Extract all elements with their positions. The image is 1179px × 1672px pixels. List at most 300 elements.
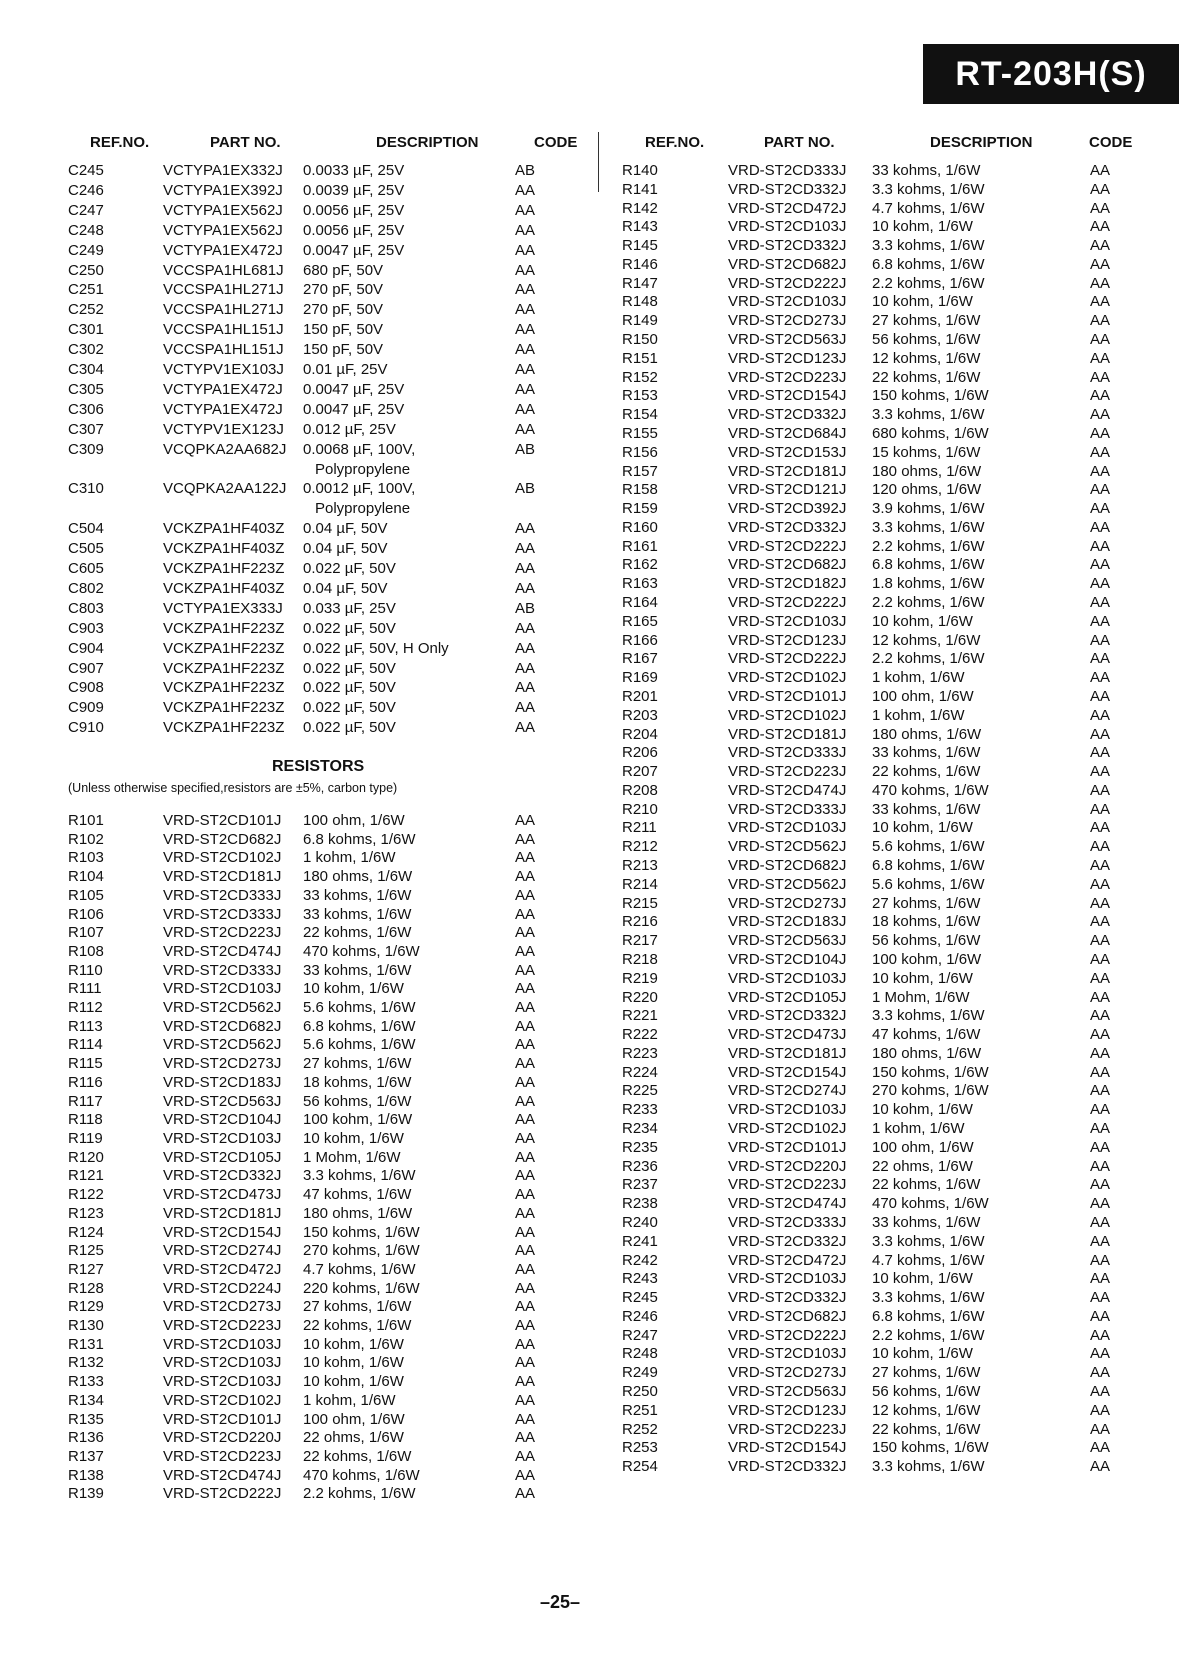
part-no: VRD-ST2CD103J <box>728 1345 847 1363</box>
part-no: VCTYPA1EX562J <box>163 221 283 239</box>
description: 470 kohms, 1/6W <box>303 1466 420 1484</box>
description: 100 kohm, 1/6W <box>872 950 982 968</box>
part-no: VRD-ST2CD332J <box>728 1007 847 1025</box>
description: 180 ohms, 1/6W <box>303 1204 413 1222</box>
part-no: VRD-ST2CD223J <box>728 368 847 386</box>
description: 18 kohms, 1/6W <box>872 913 981 931</box>
part-no: VRD-ST2CD474J <box>728 1195 847 1213</box>
ref-no: R133 <box>68 1373 104 1391</box>
ref-no: R213 <box>622 857 658 875</box>
description: 56 kohms, 1/6W <box>872 331 981 349</box>
ref-no: R235 <box>622 1138 658 1156</box>
description: 56 kohms, 1/6W <box>872 1383 981 1401</box>
ref-no: R159 <box>622 500 658 518</box>
ref-no: C910 <box>68 719 104 737</box>
description: 5.6 kohms, 1/6W <box>303 999 416 1017</box>
description: 0.0047 µF, 25V <box>303 241 405 259</box>
code: AA <box>1090 180 1111 198</box>
description: 10 kohm, 1/6W <box>303 1373 404 1391</box>
code: AA <box>515 181 536 199</box>
description: 18 kohms, 1/6W <box>303 1073 412 1091</box>
description: 6.8 kohms, 1/6W <box>303 1017 416 1035</box>
ref-no: R134 <box>68 1391 104 1409</box>
ref-no: C248 <box>68 221 104 239</box>
ref-no: R215 <box>622 894 658 912</box>
code: AA <box>1090 462 1111 480</box>
code: AA <box>1090 1044 1111 1062</box>
ref-no: R214 <box>622 875 658 893</box>
code: AA <box>515 301 536 319</box>
description: 3.3 kohms, 1/6W <box>872 1458 985 1476</box>
description: 10 kohm, 1/6W <box>303 1354 404 1372</box>
description: 180 ohms, 1/6W <box>872 725 982 743</box>
description: 220 kohms, 1/6W <box>303 1279 420 1297</box>
part-no: VCQPKA2AA682J <box>163 440 287 458</box>
part-no: VRD-ST2CD123J <box>728 1401 847 1419</box>
part-no: VCCSPA1HL681J <box>163 261 284 279</box>
code: AA <box>515 520 536 538</box>
part-no: VCTYPA1EX472J <box>163 400 283 418</box>
ref-no: R130 <box>68 1317 104 1335</box>
part-no: VRD-ST2CD222J <box>728 594 847 612</box>
code: AA <box>1090 1307 1111 1325</box>
ref-no: R161 <box>622 537 658 555</box>
part-no: VRD-ST2CD154J <box>728 387 847 405</box>
ref-no: C307 <box>68 420 104 438</box>
ref-no: R104 <box>68 868 104 886</box>
part-no: VRD-ST2CD103J <box>163 1373 282 1391</box>
ref-no: C246 <box>68 181 104 199</box>
part-no: VRD-ST2CD682J <box>728 556 847 574</box>
part-no: VCTYPA1EX392J <box>163 181 283 199</box>
ref-no: R218 <box>622 950 658 968</box>
code: AA <box>515 886 536 904</box>
ref-no: R167 <box>622 650 658 668</box>
part-no: VRD-ST2CD222J <box>728 650 847 668</box>
ref-no: R140 <box>622 162 658 179</box>
description: 0.022 µF, 50V <box>303 659 396 677</box>
description-continued: Polypropylene <box>315 460 411 478</box>
code: AA <box>1090 218 1111 236</box>
description: 0.012 µF, 25V <box>303 420 396 438</box>
description: 1 kohm, 1/6W <box>303 1391 396 1409</box>
part-no: VRD-ST2CD333J <box>728 744 847 762</box>
description: 0.0012 µF, 100V, <box>303 480 416 498</box>
description: 270 kohms, 1/6W <box>303 1242 420 1260</box>
description: 12 kohms, 1/6W <box>872 1401 981 1419</box>
page-number: –25– <box>540 1592 581 1612</box>
part-no: VRD-ST2CD104J <box>163 1111 282 1129</box>
part-no: VRD-ST2CD332J <box>163 1167 282 1185</box>
code: AA <box>1090 312 1111 330</box>
part-no: VCTYPA1EX332J <box>163 162 283 179</box>
code: AA <box>1090 744 1111 762</box>
ref-no: C505 <box>68 540 104 558</box>
ref-no: R152 <box>622 368 658 386</box>
part-no: VCTYPA1EX472J <box>163 380 283 398</box>
code: AA <box>1090 537 1111 555</box>
part-no: VCCSPA1HL151J <box>163 321 284 339</box>
ref-no: R110 <box>68 961 103 979</box>
ref-no: R207 <box>622 763 658 781</box>
code: AB <box>515 480 536 498</box>
code: AA <box>1090 1345 1111 1363</box>
part-no: VRD-ST2CD103J <box>728 218 847 236</box>
description: 0.022 µF, 50V <box>303 560 396 577</box>
description: 1 Mohm, 1/6W <box>303 1148 401 1166</box>
code: AA <box>515 1448 536 1465</box>
code: AA <box>515 579 536 597</box>
part-no: VCKZPA1HF403Z <box>163 520 285 538</box>
description: 0.022 µF, 50V <box>303 719 396 737</box>
part-no: VRD-ST2CD220J <box>728 1157 847 1175</box>
part-no: VRD-ST2CD102J <box>163 849 282 867</box>
code: AA <box>1090 1383 1111 1401</box>
description: 680 kohms, 1/6W <box>872 424 989 442</box>
description: 47 kohms, 1/6W <box>872 1026 981 1044</box>
ref-no: R155 <box>622 424 658 442</box>
part-no: VRD-ST2CD153J <box>728 443 847 461</box>
code: AA <box>1090 387 1111 405</box>
ref-no: R241 <box>622 1232 658 1250</box>
ref-no: C251 <box>68 281 104 299</box>
description: 47 kohms, 1/6W <box>303 1186 412 1204</box>
description: 180 ohms, 1/6W <box>872 462 982 480</box>
code: AA <box>1090 800 1111 818</box>
description: 27 kohms, 1/6W <box>303 1298 412 1316</box>
ref-no: R206 <box>622 744 658 762</box>
ref-no: C907 <box>68 659 104 677</box>
part-no: VRD-ST2CD220J <box>163 1429 282 1447</box>
code: AA <box>1090 631 1111 649</box>
code: AA <box>1090 950 1111 968</box>
description: 150 kohms, 1/6W <box>872 1063 989 1081</box>
description: 4.7 kohms, 1/6W <box>303 1260 416 1278</box>
ref-no: R132 <box>68 1354 104 1372</box>
part-no: VRD-ST2CD223J <box>163 1317 282 1335</box>
description: 3.3 kohms, 1/6W <box>872 1289 985 1307</box>
ref-no: C304 <box>68 361 104 378</box>
ref-no: R224 <box>622 1063 658 1081</box>
description: 2.2 kohms, 1/6W <box>872 594 985 612</box>
ref-no: R148 <box>622 293 658 311</box>
ref-no: R108 <box>68 942 104 960</box>
part-no: VRD-ST2CD473J <box>728 1026 847 1044</box>
code: AA <box>515 961 536 979</box>
code: AA <box>1090 669 1111 687</box>
description: 10 kohm, 1/6W <box>872 819 973 837</box>
code: AA <box>515 540 536 558</box>
code: AA <box>515 924 536 942</box>
ref-no: R237 <box>622 1176 658 1194</box>
code: AA <box>1090 237 1111 255</box>
ref-no: R136 <box>68 1429 104 1447</box>
part-no: VRD-ST2CD332J <box>728 1289 847 1307</box>
part-no: VRD-ST2CD123J <box>728 631 847 649</box>
description: 1 kohm, 1/6W <box>872 706 965 724</box>
code: AA <box>515 1092 536 1110</box>
code: AA <box>1090 293 1111 311</box>
code: AA <box>1090 1251 1111 1269</box>
code: AA <box>1090 857 1111 875</box>
ref-no: R139 <box>68 1485 104 1503</box>
header-part-right: PART NO. <box>764 134 835 151</box>
description: 0.0056 µF, 25V <box>303 221 405 239</box>
ref-no: R142 <box>622 199 658 217</box>
part-no: VRD-ST2CD682J <box>163 1017 282 1035</box>
code: AA <box>515 380 536 398</box>
ref-no: R250 <box>622 1383 658 1401</box>
ref-no: R222 <box>622 1026 658 1044</box>
ref-no: R116 <box>68 1073 103 1091</box>
description: 120 ohms, 1/6W <box>872 481 982 499</box>
part-no: VRD-ST2CD104J <box>728 950 847 968</box>
ref-no: C302 <box>68 341 104 359</box>
description: 3.3 kohms, 1/6W <box>872 237 985 255</box>
part-no: VRD-ST2CD273J <box>728 894 847 912</box>
ref-no: R246 <box>622 1307 658 1325</box>
description: 0.0047 µF, 25V <box>303 380 405 398</box>
code: AA <box>515 639 536 657</box>
part-no: VCKZPA1HF223Z <box>163 679 285 697</box>
part-no: VRD-ST2CD563J <box>728 1383 847 1401</box>
description: 100 kohm, 1/6W <box>303 1111 413 1129</box>
code: AA <box>515 1186 536 1204</box>
ref-no: R105 <box>68 886 104 904</box>
code: AA <box>515 1167 536 1185</box>
code: AA <box>1090 1289 1111 1307</box>
ref-no: R251 <box>622 1401 658 1419</box>
description: 1 kohm, 1/6W <box>872 669 965 687</box>
ref-no: R113 <box>68 1017 103 1035</box>
ref-no: R154 <box>622 406 658 424</box>
code: AA <box>1090 706 1111 724</box>
ref-no: C249 <box>68 241 104 259</box>
part-no: VRD-ST2CD392J <box>728 500 847 518</box>
code: AA <box>1090 781 1111 799</box>
ref-no: R112 <box>68 999 103 1017</box>
description: 56 kohms, 1/6W <box>872 932 981 950</box>
code: AA <box>515 719 536 737</box>
description: 2.2 kohms, 1/6W <box>872 537 985 555</box>
part-no: VCQPKA2AA122J <box>163 480 287 498</box>
code: AA <box>515 1485 536 1503</box>
part-no: VRD-ST2CD101J <box>163 812 282 829</box>
code: AA <box>1090 1420 1111 1438</box>
part-no: VCTYPA1EX333J <box>163 599 283 617</box>
part-no: VRD-ST2CD103J <box>728 969 847 987</box>
ref-no: R157 <box>622 462 658 480</box>
ref-no: C247 <box>68 201 104 219</box>
part-no: VRD-ST2CD154J <box>163 1223 282 1241</box>
header-desc-right: DESCRIPTION <box>930 134 1033 151</box>
ref-no: R153 <box>622 387 658 405</box>
code: AA <box>515 699 536 717</box>
description: 3.3 kohms, 1/6W <box>872 1232 985 1250</box>
description: 33 kohms, 1/6W <box>872 744 981 762</box>
description: 33 kohms, 1/6W <box>872 162 981 179</box>
code: AA <box>515 1429 536 1447</box>
description: 0.033 µF, 25V <box>303 599 396 617</box>
part-no: VRD-ST2CD273J <box>163 1298 282 1316</box>
part-no: VRD-ST2CD181J <box>163 868 282 886</box>
part-no: VRD-ST2CD105J <box>728 988 847 1006</box>
code: AA <box>1090 199 1111 217</box>
description: 150 pF, 50V <box>303 321 384 339</box>
description: 0.01 µF, 25V <box>303 361 388 378</box>
ref-no: R247 <box>622 1326 658 1344</box>
part-no: VRD-ST2CD101J <box>163 1410 282 1428</box>
ref-no: R220 <box>622 988 658 1006</box>
ref-no: R118 <box>68 1111 103 1129</box>
ref-no: R145 <box>622 237 658 255</box>
part-no: VRD-ST2CD223J <box>163 924 282 942</box>
ref-no: R135 <box>68 1410 104 1428</box>
code: AA <box>1090 368 1111 386</box>
ref-no: R162 <box>622 556 658 574</box>
code: AA <box>515 1279 536 1297</box>
part-no: VCCSPA1HL271J <box>163 301 284 319</box>
code: AA <box>515 400 536 418</box>
code: AA <box>515 619 536 637</box>
ref-no: C904 <box>68 639 104 657</box>
part-no: VRD-ST2CD222J <box>163 1485 282 1503</box>
part-no: VRD-ST2CD102J <box>728 706 847 724</box>
code: AA <box>1090 349 1111 367</box>
code: AA <box>515 1111 536 1129</box>
code: AA <box>1090 1401 1111 1419</box>
description: 56 kohms, 1/6W <box>303 1092 412 1110</box>
code: AA <box>515 849 536 867</box>
description: 27 kohms, 1/6W <box>872 894 981 912</box>
ref-no: R121 <box>68 1167 104 1185</box>
code: AA <box>1090 612 1111 630</box>
part-no: VRD-ST2CD333J <box>163 961 282 979</box>
ref-no: R150 <box>622 331 658 349</box>
ref-no: R210 <box>622 800 658 818</box>
ref-no: R169 <box>622 669 658 687</box>
description-continued: Polypropylene <box>315 500 411 518</box>
description: 3.3 kohms, 1/6W <box>872 180 985 198</box>
ref-no: R249 <box>622 1364 658 1382</box>
model-title: RT-203H(S) <box>923 44 1179 104</box>
part-no: VRD-ST2CD333J <box>728 1213 847 1231</box>
description: 1.8 kohms, 1/6W <box>872 575 985 593</box>
description: 3.3 kohms, 1/6W <box>303 1167 416 1185</box>
ref-no: R216 <box>622 913 658 931</box>
ref-no: C909 <box>68 699 104 717</box>
code: AA <box>515 1055 536 1073</box>
description: 27 kohms, 1/6W <box>872 1364 981 1382</box>
part-no: VRD-ST2CD223J <box>163 1448 282 1465</box>
code: AA <box>515 1073 536 1091</box>
description: 33 kohms, 1/6W <box>872 800 981 818</box>
code: AA <box>515 1317 536 1335</box>
code: AA <box>1090 1458 1111 1476</box>
code: AA <box>1090 1026 1111 1044</box>
part-no: VRD-ST2CD223J <box>728 763 847 781</box>
ref-no: R123 <box>68 1204 104 1222</box>
part-no: VRD-ST2CD474J <box>163 942 282 960</box>
description: 0.04 µF, 50V <box>303 579 388 597</box>
ref-no: C252 <box>68 301 104 319</box>
part-no: VRD-ST2CD682J <box>728 857 847 875</box>
ref-no: C803 <box>68 599 104 617</box>
part-no: VRD-ST2CD563J <box>728 331 847 349</box>
description: 12 kohms, 1/6W <box>872 349 981 367</box>
description: 10 kohm, 1/6W <box>872 612 973 630</box>
code: AA <box>515 1036 536 1054</box>
description: 10 kohm, 1/6W <box>872 218 973 236</box>
description: 27 kohms, 1/6W <box>303 1055 412 1073</box>
description: 270 pF, 50V <box>303 301 384 319</box>
description: 180 ohms, 1/6W <box>303 868 413 886</box>
ref-no: R212 <box>622 838 658 856</box>
part-no: VCKZPA1HF223Z <box>163 699 285 717</box>
part-no: VRD-ST2CD474J <box>728 781 847 799</box>
code: AA <box>1090 1101 1111 1119</box>
ref-no: R233 <box>622 1101 658 1119</box>
code: AA <box>1090 1007 1111 1025</box>
code: AA <box>515 1017 536 1035</box>
description: 100 ohm, 1/6W <box>303 812 405 829</box>
part-no: VRD-ST2CD103J <box>163 1335 282 1353</box>
description: 680 pF, 50V <box>303 261 384 279</box>
description: 6.8 kohms, 1/6W <box>872 556 985 574</box>
code: AA <box>1090 1232 1111 1250</box>
part-no: VRD-ST2CD472J <box>728 1251 847 1269</box>
code: AA <box>1090 1082 1111 1100</box>
ref-no: R128 <box>68 1279 104 1297</box>
part-no: VRD-ST2CD682J <box>728 1307 847 1325</box>
code: AA <box>515 679 536 697</box>
part-no: VRD-ST2CD472J <box>728 199 847 217</box>
code: AA <box>1090 1195 1111 1213</box>
code: AA <box>515 1130 536 1147</box>
description: 0.0047 µF, 25V <box>303 400 405 418</box>
description: 270 kohms, 1/6W <box>872 1082 989 1100</box>
code: AA <box>1090 255 1111 273</box>
ref-no: R114 <box>68 1036 103 1054</box>
code: AA <box>1090 894 1111 912</box>
ref-no: R117 <box>68 1092 103 1110</box>
ref-no: R147 <box>622 274 658 292</box>
part-no: VRD-ST2CD274J <box>163 1242 282 1260</box>
code: AA <box>1090 162 1111 179</box>
description: 4.7 kohms, 1/6W <box>872 199 985 217</box>
code: AA <box>515 420 536 438</box>
part-no: VCCSPA1HL271J <box>163 281 284 299</box>
ref-no: R102 <box>68 830 104 848</box>
code: AA <box>515 868 536 886</box>
description: 10 kohm, 1/6W <box>303 980 404 998</box>
ref-no: C605 <box>68 560 104 577</box>
resistors-note: (Unless otherwise specified,resistors are ±5%, carbon type) <box>68 781 398 795</box>
code: AA <box>515 1410 536 1428</box>
part-no: VRD-ST2CD332J <box>728 237 847 255</box>
part-no: VRD-ST2CD684J <box>728 424 847 442</box>
ref-no: R143 <box>622 218 658 236</box>
ref-no: R165 <box>622 612 658 630</box>
description: 6.8 kohms, 1/6W <box>303 830 416 848</box>
ref-no: R107 <box>68 924 104 942</box>
description: 0.022 µF, 50V <box>303 699 396 717</box>
header-ref-right: REF.NO. <box>645 134 705 151</box>
header-ref-left: REF.NO. <box>90 134 150 151</box>
header-code-left: CODE <box>534 134 578 151</box>
part-no: VRD-ST2CD474J <box>163 1466 282 1484</box>
code: AA <box>1090 725 1111 743</box>
